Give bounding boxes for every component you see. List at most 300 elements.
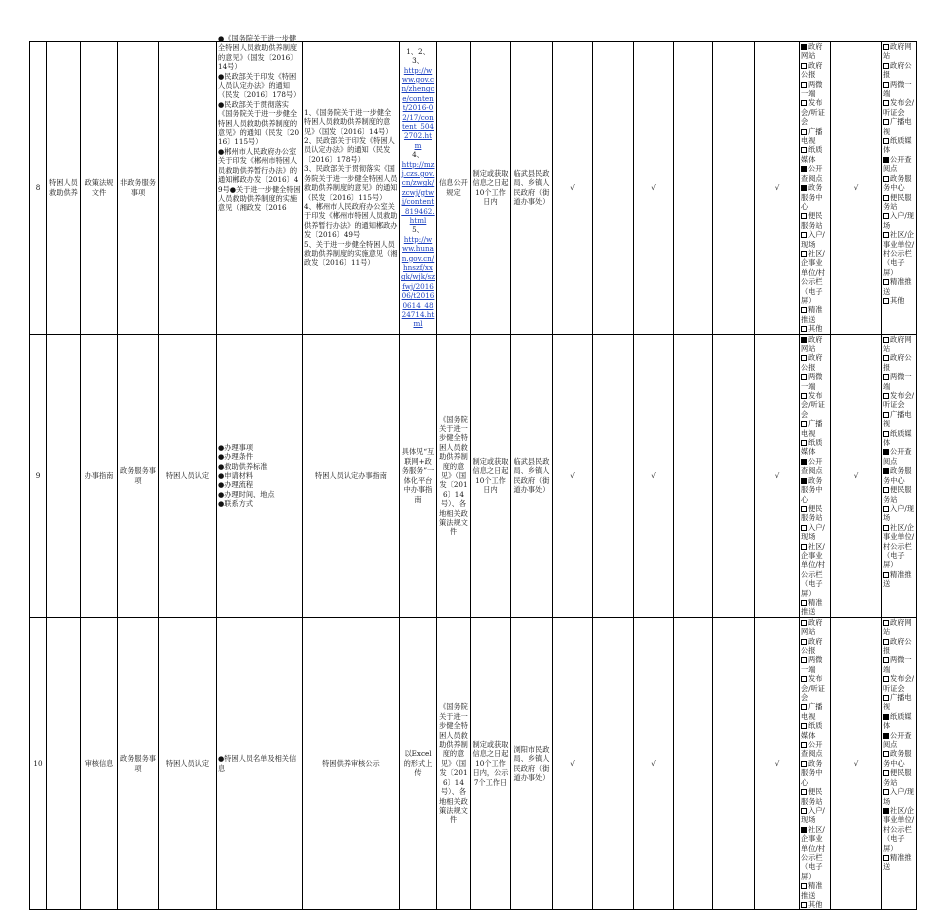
unchecked-box-icon[interactable] xyxy=(883,176,889,182)
item-type-cell: 政务服务事项 xyxy=(118,334,159,617)
channel-label: 政府网站 xyxy=(883,334,912,353)
unchecked-box-icon[interactable] xyxy=(883,431,889,437)
channel-item xyxy=(883,42,915,61)
channel-item xyxy=(801,372,829,391)
channel-item xyxy=(883,410,915,429)
channel-item xyxy=(801,523,829,542)
unchecked-box-icon[interactable] xyxy=(801,82,807,88)
tick-cell: √ xyxy=(831,617,882,910)
channel-label: 精准推送 xyxy=(801,305,823,324)
channel-item xyxy=(801,145,829,164)
channel-item xyxy=(883,504,915,523)
unchecked-box-icon[interactable] xyxy=(883,393,889,399)
channel-item xyxy=(883,61,915,80)
unchecked-box-icon[interactable] xyxy=(801,525,807,531)
checked-box-icon[interactable] xyxy=(801,337,807,343)
channel-item xyxy=(883,768,915,787)
link-index: 5、 xyxy=(412,225,424,235)
unchecked-box-icon[interactable] xyxy=(801,374,807,380)
unchecked-box-icon[interactable] xyxy=(883,751,889,757)
channel-label: 政务服务中心 xyxy=(883,466,912,485)
channel-item xyxy=(883,637,915,656)
link-index: 4、 xyxy=(412,150,424,160)
unchecked-box-icon[interactable] xyxy=(883,789,889,795)
channel-label: 政府网站 xyxy=(801,42,823,61)
checked-box-icon[interactable] xyxy=(883,714,889,720)
channel-label: 政务服务中心 xyxy=(801,475,823,504)
channel-label: 政府网站 xyxy=(801,334,823,353)
unchecked-box-icon[interactable] xyxy=(801,657,807,663)
channel-label: 入户/现场 xyxy=(801,805,825,825)
unchecked-box-icon[interactable] xyxy=(801,506,807,512)
checked-box-icon[interactable] xyxy=(801,827,807,833)
timing-cell: 制定或获取信息之日起10个工作日内 xyxy=(471,334,511,617)
channel-item xyxy=(883,693,915,712)
channel-item xyxy=(801,127,829,146)
tick-cell: √ xyxy=(553,42,593,335)
unchecked-box-icon[interactable] xyxy=(883,374,889,380)
channel-label: 纸质媒体 xyxy=(883,428,912,448)
unchecked-box-icon[interactable] xyxy=(883,487,889,493)
channel-list xyxy=(801,335,829,617)
basis-line: ●《国务院关于进一步健全特困人员救助供养制度的意见》（国发〔2016〕14号） xyxy=(218,34,298,72)
channel-item xyxy=(883,117,915,136)
channel-label: 政府公报 xyxy=(801,353,823,372)
channel-item xyxy=(801,598,829,617)
unchecked-box-icon[interactable] xyxy=(883,412,889,418)
timing-cell: 制定或获取信息之日起10个工作日内 xyxy=(471,42,511,335)
table-row xyxy=(30,334,917,617)
unchecked-box-icon[interactable] xyxy=(801,704,807,710)
channel-item xyxy=(801,759,829,787)
item-name-cell: 特困人员认定 xyxy=(159,334,217,617)
channel-item xyxy=(801,305,829,324)
channel-label: 政府公报 xyxy=(801,636,823,655)
checked-box-icon[interactable] xyxy=(801,166,807,172)
tick-cell xyxy=(674,617,713,910)
channel-label: 社区/企事业单位/村公示栏（电子屏） xyxy=(801,248,825,305)
channel-label: 广播电视 xyxy=(883,409,912,429)
unchecked-box-icon[interactable] xyxy=(883,279,889,285)
channel-label: 精准推送 xyxy=(883,277,912,296)
channel-list xyxy=(883,42,915,305)
channel-item xyxy=(883,485,915,504)
unchecked-box-icon[interactable] xyxy=(883,620,889,626)
unchecked-box-icon[interactable] xyxy=(801,147,807,153)
unchecked-box-icon[interactable] xyxy=(801,723,807,729)
unchecked-box-icon[interactable] xyxy=(801,544,807,550)
content-line: 4、郴州市人民政府办公室关于印发《郴州市特困人员救助供养暂行办法》的通知郴政办发〔2016〕49号 xyxy=(304,201,398,240)
channel-item xyxy=(883,372,915,391)
unchecked-box-icon[interactable] xyxy=(883,337,889,343)
channel-item xyxy=(883,674,915,693)
unchecked-box-icon[interactable] xyxy=(801,761,807,767)
channel-item xyxy=(883,155,915,174)
channel-label: 社区/企事业单位/村公示栏（电子屏） xyxy=(801,541,825,598)
content-cell: 特困供养审核公示 xyxy=(303,617,400,910)
channel-list xyxy=(801,618,829,910)
links-cell xyxy=(400,42,437,335)
channel-item xyxy=(883,277,915,296)
channel-item xyxy=(801,438,829,457)
channel-label: 纸质媒体 xyxy=(801,721,823,740)
tick-cell: √ xyxy=(553,334,593,617)
unchecked-box-icon[interactable] xyxy=(801,326,807,332)
basis-line: ●办理条件 xyxy=(218,452,254,462)
basis-cell xyxy=(217,617,303,910)
channel-label: 入户/现场 xyxy=(801,230,825,249)
unchecked-box-icon[interactable] xyxy=(801,307,807,313)
source-link[interactable]: http://www.hunan.gov.cn/hnszf/xxgk/wjk/szfwj/201606/t20160614_4824714.html xyxy=(401,234,436,329)
channel-label: 便民服务站 xyxy=(883,768,912,787)
unchecked-box-icon[interactable] xyxy=(883,213,889,219)
channel-item xyxy=(883,335,915,354)
channel-label: 两微一端 xyxy=(883,79,912,99)
subcategory-cell: 审核信息 xyxy=(81,617,118,910)
channel-label: 其他 xyxy=(890,295,905,305)
checked-box-icon[interactable] xyxy=(883,733,889,739)
content-line: 3、民政部关于贯彻落实《国务院关于进一步健全特困人员救助供养制度的意见》的通知（民发〔2016〕115号） xyxy=(304,164,398,202)
tick-cell: √ xyxy=(755,42,800,335)
channel-item xyxy=(801,637,829,656)
channel-item xyxy=(801,618,829,637)
channel-label: 政府公报 xyxy=(883,636,912,655)
channel-label: 政务服务中心 xyxy=(801,758,823,787)
unchecked-box-icon[interactable] xyxy=(883,770,889,776)
unchecked-box-icon[interactable] xyxy=(801,393,807,399)
channel-label: 公开查阅点 xyxy=(801,740,823,759)
channel-label: 广播电视 xyxy=(801,126,823,146)
channel-list xyxy=(883,618,915,872)
channel-label: 纸质媒体 xyxy=(883,711,912,731)
channel-item xyxy=(883,391,915,410)
category-cell xyxy=(47,334,81,617)
channel-label: 纸质媒体 xyxy=(801,145,823,164)
unchecked-box-icon[interactable] xyxy=(801,100,807,106)
channel-item xyxy=(883,655,915,674)
channel-cell-2 xyxy=(882,617,917,910)
unchecked-box-icon[interactable] xyxy=(883,100,889,106)
unchecked-box-icon[interactable] xyxy=(801,129,807,135)
channel-item xyxy=(801,900,829,909)
channel-label: 两微一端 xyxy=(883,655,912,674)
channel-item xyxy=(801,183,829,211)
unchecked-box-icon[interactable] xyxy=(883,119,889,125)
channel-label: 入户/现场 xyxy=(883,211,914,230)
checked-box-icon[interactable] xyxy=(883,468,889,474)
unchecked-box-icon[interactable] xyxy=(801,620,807,626)
channel-label: 便民服务站 xyxy=(801,503,823,523)
channel-label: 公开查阅点 xyxy=(801,164,823,183)
checked-box-icon[interactable] xyxy=(801,478,807,484)
org-cell: 临武县民政局、乡镇人民政府（街道办事处） xyxy=(511,334,553,617)
tick-cell xyxy=(593,42,634,335)
channel-label: 政务服务中心 xyxy=(883,173,912,193)
channel-label: 其他 xyxy=(808,324,823,334)
item-name-cell: 特困人员认定 xyxy=(159,617,217,910)
unchecked-box-icon[interactable] xyxy=(883,855,889,861)
channel-label: 政务服务中心 xyxy=(883,749,912,768)
unchecked-box-icon[interactable] xyxy=(883,572,889,578)
channel-item xyxy=(883,806,915,853)
basis-line: ●办理事项 xyxy=(218,442,254,452)
tick-cell: √ xyxy=(634,42,674,335)
tick-cell: √ xyxy=(831,42,882,335)
channel-label: 发布会/听证会 xyxy=(801,98,825,127)
unchecked-box-icon[interactable] xyxy=(801,421,807,427)
checked-box-icon[interactable] xyxy=(801,459,807,465)
channel-label: 社区/企事业单位/村公示栏（电子屏） xyxy=(883,230,915,277)
subcategory-cell: 办事指南 xyxy=(81,334,118,617)
channel-label: 纸质媒体 xyxy=(883,136,912,155)
unchecked-box-icon[interactable] xyxy=(883,195,889,201)
unchecked-box-icon[interactable] xyxy=(883,138,889,144)
tick-cell: √ xyxy=(755,334,800,617)
channel-cell-2 xyxy=(882,42,917,335)
unchecked-box-icon[interactable] xyxy=(883,355,889,361)
channel-label: 政府网站 xyxy=(883,617,912,637)
channel-label: 便民服务站 xyxy=(801,787,823,806)
content-line: 1、《国务院关于进一步健全特困人员救助供养制度的意见》（国发〔2016〕14号） xyxy=(304,107,393,136)
timing-cell: 制定或获取信息之日起10个工作日内，公示7个工作日 xyxy=(471,617,511,910)
category-cell xyxy=(47,617,81,910)
content-cell: 特困人员认定办事指南 xyxy=(303,334,400,617)
channel-label: 公开查阅点 xyxy=(883,730,912,750)
tick-cell xyxy=(674,334,713,617)
channel-label: 便民服务站 xyxy=(801,211,823,230)
channel-cell xyxy=(800,42,831,335)
unchecked-box-icon[interactable] xyxy=(801,676,807,682)
subject-cell: 《国务院关于进一步健全特困人员救助供养制度的意见》（国发〔2016〕14号）、各地相关政策法规文件 xyxy=(437,334,471,617)
unchecked-box-icon[interactable] xyxy=(801,440,807,446)
channel-item xyxy=(883,193,915,212)
unchecked-box-icon[interactable] xyxy=(801,639,807,645)
channel-label: 社区/企事业单位/村公示栏（电子屏） xyxy=(883,522,915,570)
channel-label: 广播电视 xyxy=(883,693,912,712)
channel-item xyxy=(883,174,915,193)
channel-item xyxy=(801,419,829,438)
tick-cell xyxy=(593,617,634,910)
channel-item xyxy=(801,98,829,126)
channel-item xyxy=(801,42,829,61)
channel-label: 广播电视 xyxy=(801,419,823,438)
channel-item xyxy=(883,853,915,872)
content-cell xyxy=(303,42,400,335)
basis-cell xyxy=(217,34,303,335)
unchecked-box-icon[interactable] xyxy=(883,298,889,304)
channel-label: 广播电视 xyxy=(801,702,823,721)
channel-label: 公开查阅点 xyxy=(883,447,912,466)
channel-item xyxy=(883,429,915,448)
tick-cell: √ xyxy=(634,617,674,910)
content-line: 5、关于进一步健全特困人员救助供养制度的实施意见（湘政发〔2016〕11号） xyxy=(304,239,398,268)
channel-item xyxy=(801,504,829,523)
channel-item xyxy=(883,712,915,731)
channel-label: 纸质媒体 xyxy=(801,438,823,457)
item-type-cell: 非政务服务事项 xyxy=(118,42,159,335)
unchecked-box-icon[interactable] xyxy=(801,808,807,814)
channel-label: 精准推送 xyxy=(801,881,823,900)
unchecked-box-icon[interactable] xyxy=(801,883,807,889)
channel-label: 政府网站 xyxy=(883,42,912,61)
item-name-cell xyxy=(159,42,217,335)
channel-label: 便民服务站 xyxy=(883,485,912,504)
channel-label: 精准推送 xyxy=(801,597,823,617)
channel-item xyxy=(883,353,915,372)
unchecked-box-icon[interactable] xyxy=(883,676,889,682)
basis-line: ●民政部关于贯彻落实《国务院关于进一步健全特困人员救助供养制度的意见》的通知（民发〔2016〕115号） xyxy=(218,99,300,147)
channel-item xyxy=(801,825,829,881)
channel-item xyxy=(801,353,829,372)
channel-item xyxy=(801,702,829,721)
channel-label: 精准推送 xyxy=(883,569,912,589)
channel-label: 政府公报 xyxy=(883,60,912,80)
channel-item xyxy=(801,249,829,305)
checked-box-icon[interactable] xyxy=(801,44,807,50)
channel-label: 入户/现场 xyxy=(883,787,914,806)
channel-cell xyxy=(800,334,831,617)
unchecked-box-icon[interactable] xyxy=(883,695,889,701)
links-cell: 以Excel的形式上传 xyxy=(400,617,437,910)
tick-cell: √ xyxy=(553,617,593,910)
checked-box-icon[interactable] xyxy=(883,449,889,455)
content-line: 2、民政部关于印发《特困人员认定办法》的通知（民发〔2016〕178号） xyxy=(304,136,395,164)
table-body xyxy=(30,34,917,910)
subject-cell: 信息公开规定 xyxy=(437,42,471,335)
disclosure-table xyxy=(29,34,917,910)
channel-label: 政府网站 xyxy=(801,617,823,637)
org-cell: 浏阳市民政局、乡镇人民政府（街道办事处） xyxy=(511,617,553,910)
channel-item xyxy=(801,391,829,419)
channel-label: 其他 xyxy=(808,899,823,909)
checked-box-icon[interactable] xyxy=(883,157,889,163)
basis-line: ●民政部关于印发《特困人员认定办法》的通知（民发〔2016〕178号） xyxy=(218,71,301,100)
channel-item xyxy=(801,61,829,80)
row-number: 10 xyxy=(30,617,47,910)
channel-cell xyxy=(800,617,831,910)
checked-box-icon[interactable] xyxy=(801,185,807,191)
unchecked-box-icon[interactable] xyxy=(801,251,807,257)
unchecked-box-icon[interactable] xyxy=(801,600,807,606)
row-number: 8 xyxy=(30,42,47,335)
unchecked-box-icon[interactable] xyxy=(801,789,807,795)
tick-cell: √ xyxy=(634,334,674,617)
channel-item xyxy=(883,230,915,277)
unchecked-box-icon[interactable] xyxy=(883,639,889,645)
unchecked-box-icon[interactable] xyxy=(801,63,807,69)
channel-item xyxy=(801,655,829,674)
channel-label: 两微一端 xyxy=(801,655,823,674)
channel-item xyxy=(883,618,915,637)
channel-item xyxy=(883,570,915,589)
basis-line: ●申请材料 xyxy=(218,470,254,480)
source-link[interactable]: http://mzj.czs.gov.cn/zwgk/zcwj/gtwj/content_819462.html xyxy=(401,159,435,226)
channel-item xyxy=(801,806,829,825)
unchecked-box-icon[interactable] xyxy=(801,902,807,908)
unchecked-box-icon[interactable] xyxy=(883,657,889,663)
unchecked-box-icon[interactable] xyxy=(801,742,807,748)
unchecked-box-icon[interactable] xyxy=(883,506,889,512)
channel-item xyxy=(883,523,915,570)
channel-item xyxy=(883,731,915,750)
basis-line: ●办理流程 xyxy=(218,480,254,490)
unchecked-box-icon[interactable] xyxy=(801,213,807,219)
unchecked-box-icon[interactable] xyxy=(883,232,889,238)
channel-item xyxy=(801,674,829,702)
channel-item xyxy=(801,80,829,99)
channel-label: 发布会/听证会 xyxy=(801,674,825,703)
org-cell: 临武县民政局、乡镇人民政府（街道办事处） xyxy=(511,42,553,335)
channel-label: 发布会/听证会 xyxy=(801,391,825,419)
tick-cell xyxy=(593,334,634,617)
subcategory-cell: 政策法规文件 xyxy=(81,42,118,335)
channel-item xyxy=(883,466,915,485)
unchecked-box-icon[interactable] xyxy=(883,525,889,531)
basis-line: ●郴州市人民政府办公室关于印发《郴州市特困人员救助供养暂行办法》的通知郴政办发〔2016〕49号●关于进一步健全特困人员救助供养制度的实施意见（湘政发〔2016 xyxy=(218,146,301,213)
channel-label: 公开查阅点 xyxy=(883,154,912,174)
channel-label: 发布会/听证会 xyxy=(883,391,914,410)
channel-item xyxy=(883,211,915,230)
channel-item xyxy=(883,98,915,117)
channel-label: 政府公报 xyxy=(883,353,912,372)
channel-label: 政府公报 xyxy=(801,60,823,80)
unchecked-box-icon[interactable] xyxy=(883,44,889,50)
channel-item xyxy=(801,335,829,354)
channel-cell-2 xyxy=(882,334,917,617)
basis-cell xyxy=(217,334,303,617)
channel-item xyxy=(801,457,829,476)
channel-item xyxy=(801,164,829,183)
channel-item xyxy=(883,787,915,806)
channel-item xyxy=(801,324,829,333)
unchecked-box-icon[interactable] xyxy=(801,355,807,361)
channel-item xyxy=(883,136,915,155)
channel-label: 入户/现场 xyxy=(883,503,914,523)
subject-cell: 《国务院关于进一步健全特困人员救助供养制度的意见》（国发〔2016〕14号）、各地相关政策法规文件 xyxy=(437,617,471,910)
table-row xyxy=(30,617,917,910)
channel-label: 两微一端 xyxy=(883,372,912,391)
channel-item xyxy=(801,542,829,598)
channel-item xyxy=(801,230,829,249)
channel-label: 两微一端 xyxy=(801,79,823,99)
basis-line: ●救助供养标准 xyxy=(218,461,268,471)
channel-item xyxy=(801,476,829,504)
channel-item xyxy=(883,296,915,305)
channel-list xyxy=(883,335,915,589)
source-link[interactable]: http://www.gov.cn/zhengce/content/2016-02/17/content_5042702.htm xyxy=(401,65,435,150)
channel-label: 便民服务站 xyxy=(883,192,912,211)
channel-label: 政务服务中心 xyxy=(801,183,823,211)
tick-cell: √ xyxy=(755,617,800,910)
basis-line: ●联系方式 xyxy=(218,499,254,509)
unchecked-box-icon[interactable] xyxy=(801,232,807,238)
channel-label: 社区/企事业单位/村公示栏（电子屏） xyxy=(883,805,915,853)
channel-label: 广播电视 xyxy=(883,117,912,136)
tick-cell xyxy=(713,334,755,617)
channel-label: 发布会/听证会 xyxy=(883,98,914,117)
channel-label: 公开查阅点 xyxy=(801,456,823,476)
basis-line: ●特困人员名单及相关信息 xyxy=(218,754,297,773)
unchecked-box-icon[interactable] xyxy=(883,63,889,69)
channel-item xyxy=(883,447,915,466)
channel-item xyxy=(801,787,829,806)
channel-list xyxy=(801,42,829,334)
channel-label: 社区/企事业单位/村公示栏（电子屏） xyxy=(801,824,825,881)
checked-box-icon[interactable] xyxy=(883,808,889,814)
links-cell: 具体见“互联网+政务服务”一体化平台中办事指南 xyxy=(400,334,437,617)
unchecked-box-icon[interactable] xyxy=(883,82,889,88)
link-index: 1、2、3、 xyxy=(406,46,430,66)
